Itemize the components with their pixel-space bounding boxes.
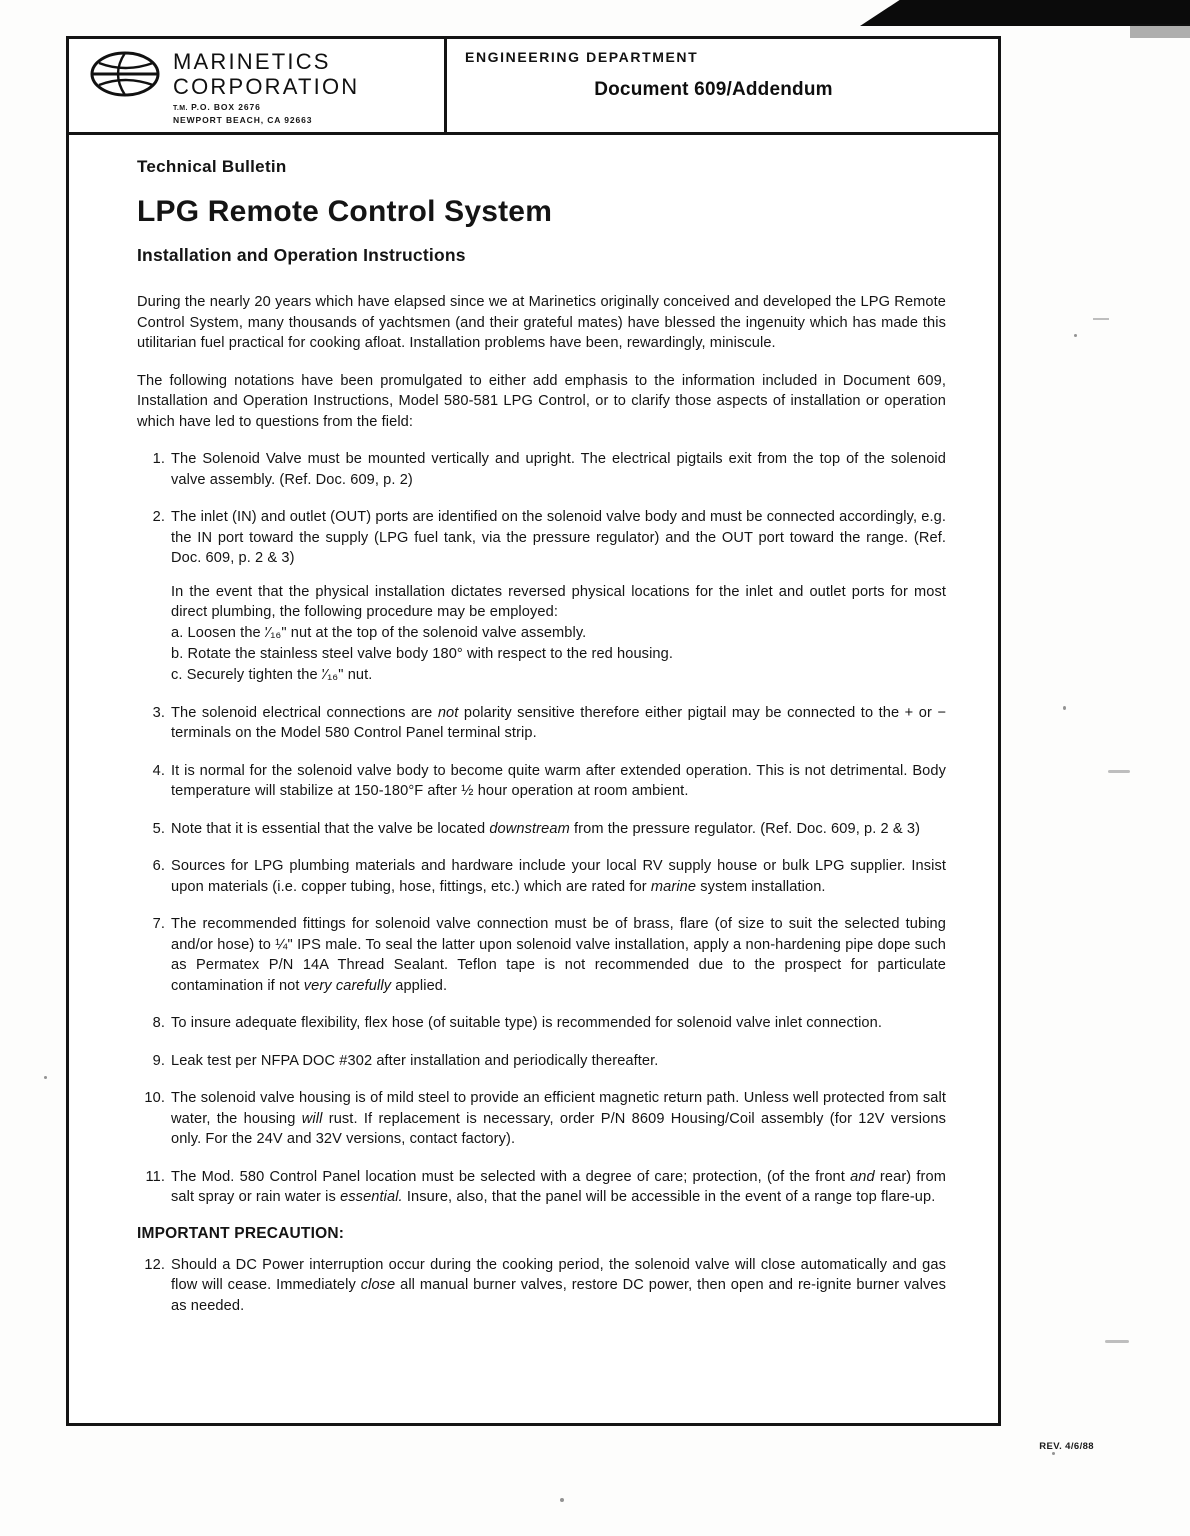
item-number: 11.: [145, 1168, 165, 1185]
scan-artifact-mark: [1108, 770, 1130, 773]
revision-stamp: REV. 4/6/88: [1039, 1441, 1094, 1452]
item-text: Note that it is essential that the valve be located downstream from the pressure regulator. (Ref. Doc. 609, p. 2 & 3): [171, 820, 921, 837]
item-text: The Mod. 580 Control Panel location must be selected with a degree of care; protection, (of the front and rear) from salt spray or rain water is essential. Insure, also, that the panel will be accessible in the event of a range top flare-up.: [171, 1168, 946, 1205]
scan-edge-shadow: [860, 0, 1190, 26]
scan-speck: [1074, 334, 1077, 337]
scan-speck: [560, 1498, 564, 1502]
document-frame: [66, 36, 1001, 1426]
item-number: 6.: [152, 858, 165, 874]
item-text: The inlet (IN) and outlet (OUT) ports are identified on the solenoid valve body and must be connected accordingly, e.g. the IN port toward the supply (LPG fuel tank, via the pressure regulator) and the OUT port toward the range. (Ref. Doc. 609, p. 2 & 3): [171, 509, 946, 566]
intro-paragraph-2: The following notations have been promulgated to either add emphasis to the information included in Document 609, Installation and Operation Instructions, Model 580-581 LPG Control, or to clarify those aspects of installation or operation which have led to questions from the field:: [137, 372, 946, 430]
item-subnote: In the event that the physical installation dictates reversed physical locations for the inlet and outlet ports for most direct plumbing, the following procedure may be employed:: [171, 583, 946, 620]
intro-paragraph-1: During the nearly 20 years which have elapsed since we at Marinetics originally conceived and developed the LPG Remote Control System, many thousands of yachtsmen (and their grateful mates) have blessed the ingenuity which has made this utilitarian fuel practical for cooking afloat. Installation problems have been, rewardingly, miniscule.: [137, 294, 946, 351]
item-text: Should a DC Power interruption occur during the cooking period, the solenoid valve will close automatically and gas flow will cease. Immediately close all manual burner valves, restore DC power, then open and re-ignite burner valves as needed.: [171, 1256, 946, 1314]
list-item: [137, 856, 946, 897]
item-text: The solenoid valve housing is of mild steel to provide an efficient magnetic return path. Unless well protected from salt water, the housing will rust. If replacement is necessary, order P/N 8609 Housing/Coil assembly (for 12V versions only. For the 24V and 32V versions, contact factory).: [171, 1090, 946, 1147]
list-item: [137, 449, 946, 490]
item-text: The recommended fittings for solenoid valve connection must be of brass, flare (of size to suit the selected tubing and/or hose) to ¼" IPS male. To seal the latter upon solenoid valve installation, apply a non-hardening pipe dope such as Permatex P/N 14A Thread Sealant. Teflon tape is not recommended due to the prospect for particulate contamination if not very carefully applied.: [171, 916, 946, 994]
item-text: Leak test per NFPA DOC #302 after installation and periodically thereafter.: [171, 1052, 659, 1069]
trademark-mark: T.M.: [173, 105, 188, 112]
item-text: To insure adequate flexibility, flex hose (of suitable type) is recommended for solenoid valve inlet connection.: [171, 1015, 882, 1031]
item-sublist: [171, 623, 946, 686]
page-subtitle: Installation and Operation Instructions: [137, 245, 466, 265]
item-number: 9.: [152, 1052, 165, 1069]
item-number: 3.: [152, 704, 165, 721]
scan-artifact-mark: [1093, 318, 1109, 320]
scan-edge-shadow-secondary: [1130, 24, 1190, 38]
item-text: Sources for LPG plumbing materials and hardware include your local RV supply house or bulk LPG supplier. Insist upon materials (i.e. copper tubing, hose, fittings, etc.) which are rated for marine system installation.: [171, 858, 946, 895]
document-body: [69, 135, 998, 1316]
address-line1: P.O. BOX 2676: [191, 102, 261, 112]
bulletin-label: Technical Bulletin: [137, 157, 287, 176]
address-line2: NEWPORT BEACH, CA 92663: [173, 114, 313, 125]
item-text: The solenoid electrical connections are not polarity sensitive therefore either pigtail may be connected to the + or − terminals on the Model 580 Control Panel terminal strip.: [171, 704, 946, 741]
scan-speck: [1052, 1452, 1055, 1455]
sublist-item: a. Loosen the '⁄₁₆" nut at the top of the solenoid valve assembly.: [171, 624, 587, 641]
department-label: ENGINEERING DEPARTMENT: [465, 49, 699, 65]
list-item: [137, 507, 946, 686]
item-number: 7.: [152, 916, 165, 932]
scan-speck: [1063, 706, 1066, 710]
sublist-item: b. Rotate the stainless steel valve body 180° with respect to the red housing.: [171, 645, 674, 662]
item-text: The Solenoid Valve must be mounted vertically and upright. The electrical pigtails exit from the top of the solenoid valve assembly. (Ref. Doc. 609, p. 2): [171, 451, 946, 488]
item-number: 8.: [152, 1015, 165, 1031]
scan-artifact-mark: [1105, 1340, 1129, 1343]
list-item: [137, 819, 946, 840]
precaution-list: [137, 1255, 946, 1317]
masthead-document-block: [447, 39, 998, 132]
list-item: [137, 1255, 946, 1317]
masthead: [69, 39, 998, 135]
brand-name-line2: CORPORATION: [173, 74, 360, 99]
list-item: [137, 761, 946, 802]
list-item: [137, 1088, 946, 1150]
item-number: 1.: [152, 451, 165, 467]
list-item: [137, 1051, 946, 1072]
list-item: [137, 1167, 946, 1208]
numbered-notes-list: [137, 449, 946, 1208]
masthead-brand-block: [69, 39, 447, 132]
scan-speck: [44, 1076, 47, 1079]
precaution-heading: IMPORTANT PRECAUTION:: [137, 1224, 345, 1242]
brand-name-line1: MARINETICS: [173, 49, 331, 74]
item-number: 5.: [152, 820, 165, 837]
item-number: 10.: [144, 1090, 165, 1106]
list-item: [137, 914, 946, 996]
page-title: LPG Remote Control System: [137, 195, 553, 228]
list-item: [137, 703, 946, 744]
sublist-item: c. Securely tighten the '⁄₁₆" nut.: [171, 666, 373, 683]
item-text: It is normal for the solenoid valve body to become quite warm after extended operation. This is not detrimental. Body temperature will stabilize at 150-180°F after ½ hour operation at room ambient.: [171, 762, 946, 799]
item-number: 12.: [144, 1256, 165, 1273]
globe-logo-icon: [87, 47, 163, 101]
document-number: Document 609/Addendum: [594, 79, 833, 100]
item-number: 4.: [152, 762, 165, 779]
item-number: 2.: [152, 509, 165, 525]
list-item: [137, 1013, 946, 1034]
